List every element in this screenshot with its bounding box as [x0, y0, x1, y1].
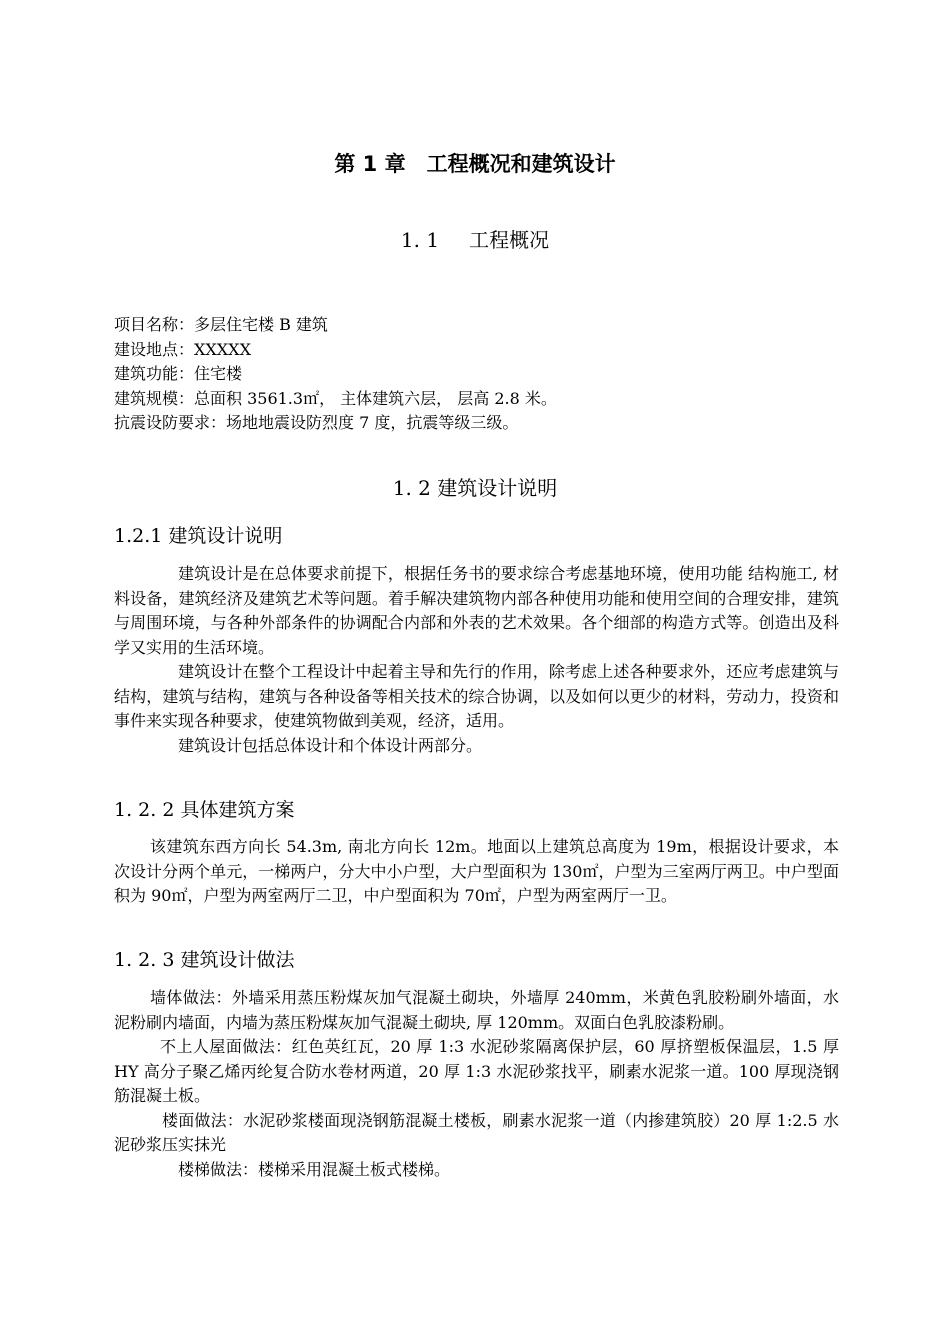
paragraph: 建筑设计是在总体要求前提下，根据任务书的要求综合考虑基地环境，使用功能 结构施工, 材料设备，建筑经济及建筑艺术等问题。着手解决建筑物内部各种使用功能和使用空间的合理安排，建筑与周围环境，与各种外部条件的协调配合内部和外表的艺术效果。各个细部的构造方式等。创造出及科学又实用的生活环境。 — [114, 564, 839, 657]
chapter-title: 第 1 章 工程概况和建筑设计 — [334, 152, 616, 176]
subsection-title-1-2-3: 1. 2. 3 建筑设计做法 — [114, 949, 295, 971]
project-info-list — [114, 313, 844, 436]
paragraph: 墙体做法：外墙采用蒸压粉煤灰加气混凝土砌块，外墙厚 240mm，米黄色乳胶粉刷外墙面，水泥粉刷内墙面，内墙为蒸压粉煤灰加气混凝土砌块, 厚 120mm。双面白色乳胶漆粉刷。 — [114, 988, 839, 1032]
paragraph: 该建筑东西方向长 54.3m, 南北方向长 12m。地面以上建筑总高度为 19m，根据设计要求，本次设计分两个单元，一梯两户，分大中小户型，大户型面积为 130㎡，户型为三室两厅两卫。中户型面积为 90㎡，户型为两室两厅二卫，中户型面积为 70㎡，户型为两室两厅一卫。 — [114, 837, 839, 905]
paragraph: 楼面做法：水泥砂浆楼面现浇钢筋混凝土楼板，刷素水泥浆一道（内掺建筑胶）20 厚 1:2.5 水泥砂浆压实抹光 — [114, 1110, 839, 1154]
project-name-line: 项目名称：多层住宅楼 B 建筑 — [114, 315, 328, 334]
subsection-body-1-2-2 — [114, 835, 839, 909]
section-title-1-1 — [0, 226, 950, 254]
paragraph: 建筑设计包括总体设计和个体设计两部分。 — [178, 735, 483, 755]
paragraph: 建筑设计在整个工程设计中起着主导和先行的作用，除考虑上述各种要求外，还应考虑建筑与结构，建筑与结构，建筑与各种设备等相关技术的综合协调，以及如何以更少的材料，劳动力，投资和事件来实现各种要求，使建筑物做到美观，经济，适用。 — [114, 662, 839, 730]
subsection-title-1-2-1: 1.2.1 建筑设计说明 — [114, 525, 283, 547]
subsection-title-1-2-2: 1. 2. 2 具体建筑方案 — [114, 799, 295, 821]
subsection-body-1-2-1 — [114, 562, 839, 758]
section-title-1-2: 1. 2 建筑设计说明 — [392, 476, 558, 500]
project-function-line: 建筑功能：住宅楼 — [114, 364, 243, 383]
section-heading: 工程概况 — [469, 228, 550, 252]
paragraph: 不上人屋面做法：红色英红瓦，20 厚 1:3 水泥砂浆隔离保护层，60 厚挤塑板保温层，1.5 厚 HY 高分子聚乙烯丙纶复合防水卷材两道，20 厚 1:3 水泥砂浆找平，刷素水泥浆一道。100 厚现浇钢筋混凝土板。 — [114, 1037, 839, 1105]
section-number: 1. 1 — [400, 228, 440, 252]
project-location-line: 建设地点：XXXXX — [114, 339, 251, 359]
seismic-requirement-line: 抗震设防要求：场地地震设防烈度 7 度，抗震等级三级。 — [114, 413, 519, 432]
project-scale-line: 建筑规模：总面积 3561.3㎡， 主体建筑六层， 层高 2.8 米。 — [114, 388, 557, 408]
paragraph: 楼梯做法：楼梯采用混凝土板式楼梯。 — [178, 1159, 451, 1179]
subsection-body-1-2-3 — [114, 986, 839, 1182]
